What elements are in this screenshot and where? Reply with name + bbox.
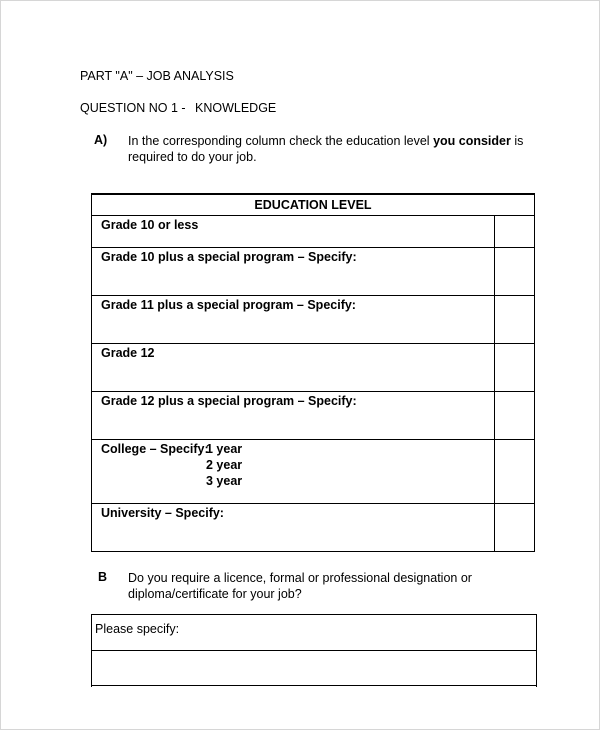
row-divider xyxy=(91,247,535,248)
question-a-text-bold: you consider xyxy=(433,134,511,148)
specify-table xyxy=(91,614,537,689)
question-a-letter: A) xyxy=(94,133,108,147)
table-top-rule xyxy=(91,193,535,195)
edu-row-grade11-special: Grade 11 plus a special program – Specify: xyxy=(101,298,356,312)
question-a-text-part2: is required to do your job. xyxy=(128,134,524,164)
specify-row-divider xyxy=(91,650,537,651)
question-b-text: Do you require a licence, formal or professional designation or diploma/certificate for your job? xyxy=(128,571,472,601)
edu-row-grade10-or-less: Grade 10 or less xyxy=(101,218,199,232)
please-specify-label: Please specify: xyxy=(95,622,180,636)
edu-row-grade12: Grade 12 xyxy=(101,346,155,360)
row-divider xyxy=(91,503,535,504)
table-bottom-border xyxy=(91,551,535,552)
checkbox-column-divider xyxy=(494,215,495,552)
edu-row-grade12-special: Grade 12 plus a special program – Specify: xyxy=(101,394,357,408)
row-divider xyxy=(91,391,535,392)
row-divider xyxy=(91,215,535,216)
specify-bottom-rule xyxy=(91,685,537,686)
education-level-header: EDUCATION LEVEL xyxy=(254,198,372,212)
college-year-1: 1 year xyxy=(206,442,243,456)
edu-row-grade10-special: Grade 10 plus a special program – Specify: xyxy=(101,250,357,264)
question-b-letter: B xyxy=(98,570,108,584)
row-divider xyxy=(91,439,535,440)
college-years xyxy=(206,441,242,489)
education-level-table xyxy=(91,193,535,552)
edu-row-university: University – Specify: xyxy=(101,506,224,520)
edu-row-college: College – Specify: xyxy=(101,442,209,456)
question-topic: KNOWLEDGE xyxy=(195,101,277,115)
row-divider xyxy=(91,295,535,296)
question-a-text xyxy=(128,133,558,165)
college-year-3: 3 year xyxy=(206,474,243,488)
row-divider xyxy=(91,343,535,344)
question-number: QUESTION NO 1 - xyxy=(80,101,186,115)
part-title: PART "A" – JOB ANALYSIS xyxy=(80,69,234,83)
question-a-text-part1: In the corresponding column check the education level xyxy=(128,134,434,148)
college-year-2: 2 year xyxy=(206,458,243,472)
